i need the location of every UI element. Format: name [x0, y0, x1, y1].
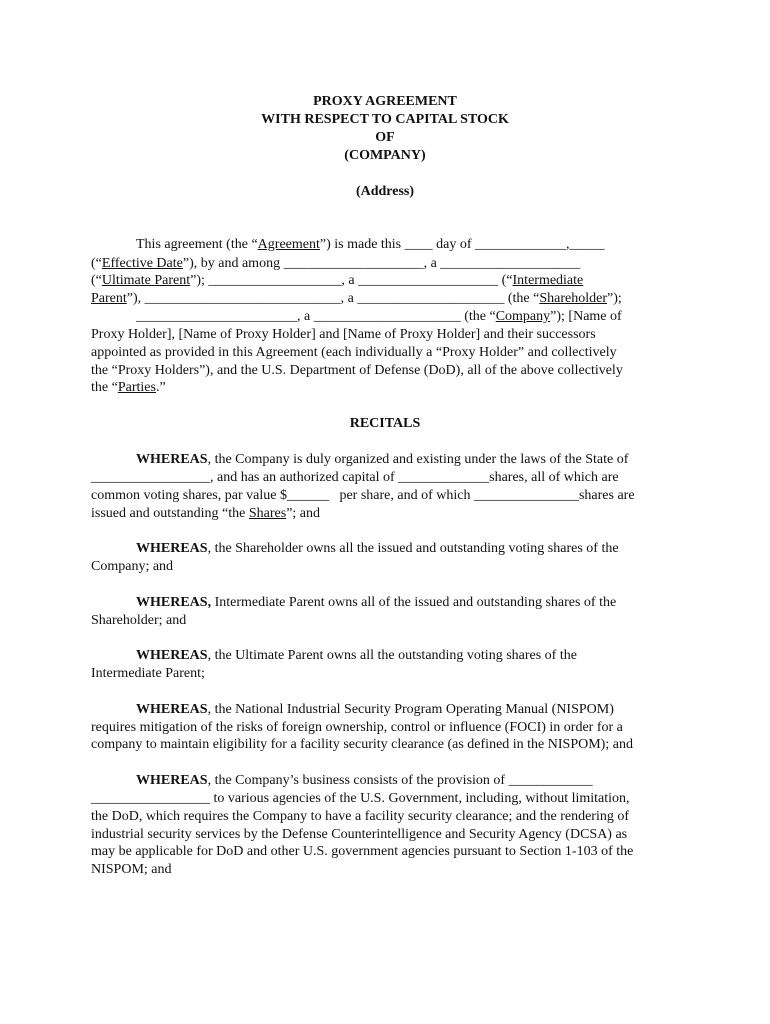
- intro-line: [136, 309, 622, 325]
- whereas-line: NISPOM; and: [91, 862, 172, 877]
- whereas-line: company to maintain eligibility for a facility security clearance (as defined in the NISPOM); and: [91, 737, 633, 752]
- whereas-line: [136, 541, 619, 557]
- text: (“: [91, 256, 102, 271]
- intro-line: [136, 237, 605, 253]
- whereas-line: requires mitigation of the risks of foreign ownership, control or influence (FOCI) in order for a: [91, 720, 623, 735]
- defined-term: Company: [495, 309, 551, 324]
- whereas-line: may be applicable for DoD and other U.S. government agencies pursuant to Section 1-103 of the: [91, 844, 634, 859]
- intro-line: [91, 380, 166, 396]
- text: This agreement (the “: [136, 237, 258, 252]
- whereas-line: Company; and: [91, 559, 174, 574]
- text: ”); [Name of: [550, 309, 622, 324]
- whereas-line: industrial security services by the Defense Counterintelligence and Security Agency (DCSA) as: [91, 827, 628, 842]
- intro-line: [91, 291, 622, 307]
- whereas-line: [136, 702, 614, 718]
- whereas-label: WHEREAS: [136, 648, 208, 663]
- whereas-line: Intermediate Parent;: [91, 666, 205, 681]
- text: , the National Industrial Security Program Operating Manual (NISPOM): [207, 702, 614, 717]
- text: , the Ultimate Parent owns all the outstanding voting shares of the: [207, 648, 577, 663]
- text: issued and outstanding “the: [91, 506, 249, 521]
- whereas-label: WHEREAS: [136, 773, 208, 788]
- intro-line: appointed as provided in this Agreement (each individually a “Proxy Holder” and collectively: [91, 345, 617, 360]
- defined-term: Shares: [248, 506, 287, 521]
- text: Intermediate Parent owns all of the issued and outstanding shares of the: [211, 595, 617, 610]
- title-line-4: (COMPANY): [344, 148, 426, 163]
- whereas-label: WHEREAS: [136, 452, 208, 467]
- title-line-3: OF: [375, 130, 395, 145]
- recitals-heading: RECITALS: [349, 416, 421, 431]
- text: ”; and: [286, 506, 321, 521]
- defined-term: Shareholder: [539, 291, 607, 306]
- defined-term: Effective Date: [101, 256, 183, 271]
- whereas-label: WHEREAS: [136, 541, 208, 556]
- whereas-line: [136, 648, 577, 664]
- text: , the Shareholder owns all the issued and outstanding voting shares of the: [207, 541, 619, 556]
- text: (“: [91, 273, 102, 288]
- intro-line: [91, 273, 583, 289]
- whereas-line: [136, 773, 593, 789]
- defined-term: Intermediate: [512, 273, 584, 288]
- address-line: (Address): [355, 184, 415, 199]
- text: ”), by and among ____________________, a ____________________: [182, 256, 581, 271]
- whereas-line: [136, 595, 616, 611]
- text: ”), ____________________________, a _____________________ (the “: [126, 291, 540, 306]
- text: _______________________, a _____________________ (the “: [136, 309, 496, 324]
- intro-line: [91, 256, 580, 272]
- intro-line: Proxy Holder], [Name of Proxy Holder] and [Name of Proxy Holder] and their successors: [91, 327, 596, 342]
- defined-term: Parent: [91, 291, 127, 306]
- text: ”) is made this ____ day of _____________,_____: [319, 237, 605, 252]
- defined-term: Ultimate Parent: [101, 273, 191, 288]
- whereas-line: _________________ to various agencies of the U.S. Government, including, without limitation,: [91, 791, 630, 806]
- whereas-line: common voting shares, par value $______ per share, and of which _______________shares are: [91, 488, 635, 503]
- text: .”: [155, 380, 166, 395]
- whereas-label: WHEREAS,: [136, 595, 212, 610]
- whereas-line: Shareholder; and: [91, 613, 187, 628]
- text: ”);: [607, 291, 622, 306]
- title-line-2: WITH RESPECT TO CAPITAL STOCK: [261, 112, 509, 127]
- whereas-line: the DoD, which requires the Company to have a facility security clearance; and the rendering of: [91, 809, 630, 824]
- defined-term: Parties: [117, 380, 156, 395]
- text: , the Company is duly organized and existing under the laws of the State of: [207, 452, 629, 467]
- text: ”); ___________________, a ____________________ (“: [190, 273, 513, 288]
- whereas-label: WHEREAS: [136, 702, 208, 717]
- whereas-line: _________________, and has an authorized capital of _____________shares, all of which are: [91, 470, 619, 485]
- title-line-1: PROXY AGREEMENT: [313, 94, 457, 109]
- text: the “: [91, 380, 118, 395]
- intro-line: the “Proxy Holders”), and the U.S. Department of Defense (DoD), all of the above collectively: [91, 363, 623, 378]
- text: , the Company’s business consists of the provision of ____________: [207, 773, 593, 788]
- whereas-line: [91, 506, 320, 522]
- defined-term: Agreement: [257, 237, 320, 252]
- whereas-line: [136, 452, 628, 468]
